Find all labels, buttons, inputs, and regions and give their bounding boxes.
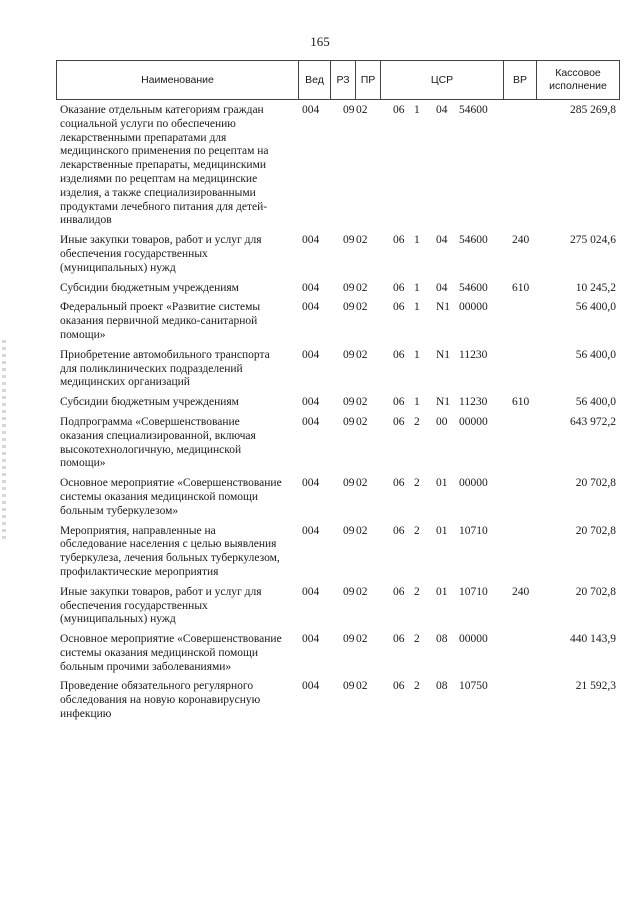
row-pr: 02 — [356, 234, 368, 247]
row-a: 06 — [393, 234, 405, 247]
table-row — [60, 104, 616, 228]
row-b: 2 — [414, 524, 420, 537]
row-b: 1 — [414, 348, 420, 361]
header-vr: ВР — [503, 61, 536, 99]
row-vr: 610 — [512, 396, 530, 409]
row-c: N1 — [436, 301, 451, 314]
row-c: 08 — [436, 633, 448, 646]
row-name: Приобретение автомобильного транспорта для поликлинических подразделений медицинских организаций — [60, 348, 270, 389]
row-rz: 09 — [343, 301, 355, 314]
row-pr: 02 — [356, 524, 368, 537]
row-b: 2 — [414, 415, 420, 428]
row-a: 06 — [393, 301, 405, 314]
row-c: 00 — [436, 415, 448, 428]
row-ved: 004 — [302, 234, 320, 247]
table-header — [56, 60, 620, 100]
row-c: 01 — [436, 524, 448, 537]
table-row — [60, 680, 616, 721]
row-vr: 240 — [512, 585, 530, 598]
row-pr: 02 — [356, 104, 368, 116]
row-rz: 09 — [343, 348, 355, 361]
row-pr: 02 — [356, 633, 368, 646]
header-pr: ПР — [355, 61, 380, 99]
row-a: 06 — [393, 524, 405, 537]
header-name: Наименование — [141, 73, 214, 86]
row-sum: 285 269,8 — [570, 104, 616, 116]
row-rz: 09 — [343, 524, 355, 537]
row-c: 01 — [436, 477, 448, 490]
row-name: Субсидии бюджетным учреждениям — [60, 396, 239, 409]
table-row — [60, 586, 616, 627]
row-d: 00000 — [459, 633, 488, 646]
row-ved: 004 — [302, 104, 320, 116]
row-d: 00000 — [459, 301, 488, 314]
row-ved: 004 — [302, 301, 320, 314]
row-pr: 02 — [356, 680, 368, 693]
row-c: 01 — [436, 585, 448, 598]
row-rz: 09 — [343, 633, 355, 646]
row-name: Подпрограмма «Совершенствование оказания специализированной, включая высокотехнологичную, медицинской помощи» — [60, 415, 256, 470]
table-row — [60, 301, 616, 342]
row-a: 06 — [393, 680, 405, 693]
row-b: 1 — [414, 301, 420, 314]
row-ved: 004 — [302, 680, 320, 693]
row-a: 06 — [393, 281, 405, 294]
table-row — [60, 633, 616, 674]
header-kassa-line2: исполнение — [549, 80, 607, 92]
row-ved: 004 — [302, 633, 320, 646]
row-d: 54600 — [459, 234, 488, 247]
header-kassa-line1: Кассовое — [555, 67, 601, 79]
row-name: Проведение обязательного регулярного обследования на новую коронавирусную инфекцию — [60, 680, 261, 721]
row-pr: 02 — [356, 281, 368, 294]
row-name: Оказание отдельным категориям граждан социальной услуги по обеспечению лекарственными препаратами для медицинского применения по рецептам на лекарственные препараты, медицинскими изделиями по рецептам на медицинские изделия, а также специализированными продуктами лечебного питания для детей-инвалидов — [60, 104, 269, 227]
row-sum: 56 400,0 — [575, 301, 616, 314]
row-sum: 20 702,8 — [575, 524, 616, 537]
row-c: 04 — [436, 104, 448, 116]
row-b: 1 — [414, 396, 420, 409]
row-sum: 275 024,6 — [570, 234, 616, 247]
row-name: Субсидии бюджетным учреждениям — [60, 281, 239, 294]
row-a: 06 — [393, 348, 405, 361]
table-row — [60, 416, 616, 471]
row-d: 11230 — [459, 396, 488, 409]
row-sum: 56 400,0 — [575, 396, 616, 409]
header-kassa — [536, 61, 619, 99]
table-row — [60, 349, 616, 390]
row-b: 2 — [414, 633, 420, 646]
row-sum: 440 143,9 — [570, 633, 616, 646]
row-c: 08 — [436, 680, 448, 693]
table-row — [60, 477, 616, 518]
row-a: 06 — [393, 415, 405, 428]
row-d: 00000 — [459, 415, 488, 428]
row-rz: 09 — [343, 585, 355, 598]
row-name: Федеральный проект «Развитие системы оказания первичной медико-санитарной помощи» — [60, 301, 261, 341]
row-sum: 643 972,2 — [570, 415, 616, 428]
table-row — [60, 525, 616, 580]
row-sum: 20 702,8 — [575, 477, 616, 490]
row-vr: 610 — [512, 281, 530, 294]
row-b: 2 — [414, 477, 420, 490]
table-row — [60, 282, 616, 296]
row-a: 06 — [393, 477, 405, 490]
row-sum: 21 592,3 — [575, 680, 616, 693]
row-ved: 004 — [302, 396, 320, 409]
row-d: 11230 — [459, 348, 488, 361]
row-name: Иные закупки товаров, работ и услуг для обеспечения государственных (муниципальных) нужд — [60, 585, 262, 626]
row-ved: 004 — [302, 348, 320, 361]
row-d: 10750 — [459, 680, 488, 693]
row-c: N1 — [436, 348, 451, 361]
row-rz: 09 — [343, 415, 355, 428]
row-pr: 02 — [356, 477, 368, 490]
table-row — [60, 396, 616, 410]
row-sum: 20 702,8 — [575, 585, 616, 598]
row-c: 04 — [436, 281, 448, 294]
header-csr: ЦСР — [380, 61, 503, 99]
row-name: Основное мероприятие «Совершенствование системы оказания медицинской помощи больным прочими заболеваниями» — [60, 633, 282, 673]
row-ved: 004 — [302, 281, 320, 294]
scan-edge-mark — [2, 340, 6, 540]
row-vr: 240 — [512, 234, 530, 247]
row-a: 06 — [393, 104, 405, 116]
row-a: 06 — [393, 585, 405, 598]
header-rz: РЗ — [330, 61, 355, 99]
table-row — [60, 234, 616, 275]
row-pr: 02 — [356, 301, 368, 314]
row-d: 54600 — [459, 104, 488, 116]
page-number: 165 — [310, 34, 330, 49]
row-d: 10710 — [459, 585, 488, 598]
row-c: 04 — [436, 234, 448, 247]
row-rz: 09 — [343, 477, 355, 490]
row-b: 1 — [414, 234, 420, 247]
row-rz: 09 — [343, 396, 355, 409]
row-b: 2 — [414, 585, 420, 598]
row-sum: 56 400,0 — [575, 348, 616, 361]
row-rz: 09 — [343, 281, 355, 294]
row-rz: 09 — [343, 680, 355, 693]
row-b: 1 — [414, 104, 420, 116]
row-sum: 10 245,2 — [575, 281, 616, 294]
row-d: 54600 — [459, 281, 488, 294]
row-ved: 004 — [302, 415, 320, 428]
row-c: N1 — [436, 396, 451, 409]
row-pr: 02 — [356, 396, 368, 409]
row-pr: 02 — [356, 415, 368, 428]
table-body — [60, 104, 616, 728]
row-d: 10710 — [459, 524, 488, 537]
row-b: 2 — [414, 680, 420, 693]
header-ved: Вед — [298, 61, 330, 99]
row-b: 1 — [414, 281, 420, 294]
row-ved: 004 — [302, 524, 320, 537]
row-ved: 004 — [302, 585, 320, 598]
row-name: Мероприятия, направленные на обследование населения с целью выявления туберкулеза, лечения больных туберкулезом, профилактические мероприятия — [60, 524, 280, 578]
row-name: Основное мероприятие «Совершенствование системы оказания медицинской помощи больным туберкулезом» — [60, 477, 282, 517]
row-pr: 02 — [356, 348, 368, 361]
row-name: Иные закупки товаров, работ и услуг для обеспечения государственных (муниципальных) нужд — [60, 234, 262, 274]
row-a: 06 — [393, 396, 405, 409]
row-pr: 02 — [356, 585, 368, 598]
row-a: 06 — [393, 633, 405, 646]
row-ved: 004 — [302, 477, 320, 490]
row-rz: 09 — [343, 234, 355, 247]
row-rz: 09 — [343, 104, 355, 116]
row-d: 00000 — [459, 477, 488, 490]
